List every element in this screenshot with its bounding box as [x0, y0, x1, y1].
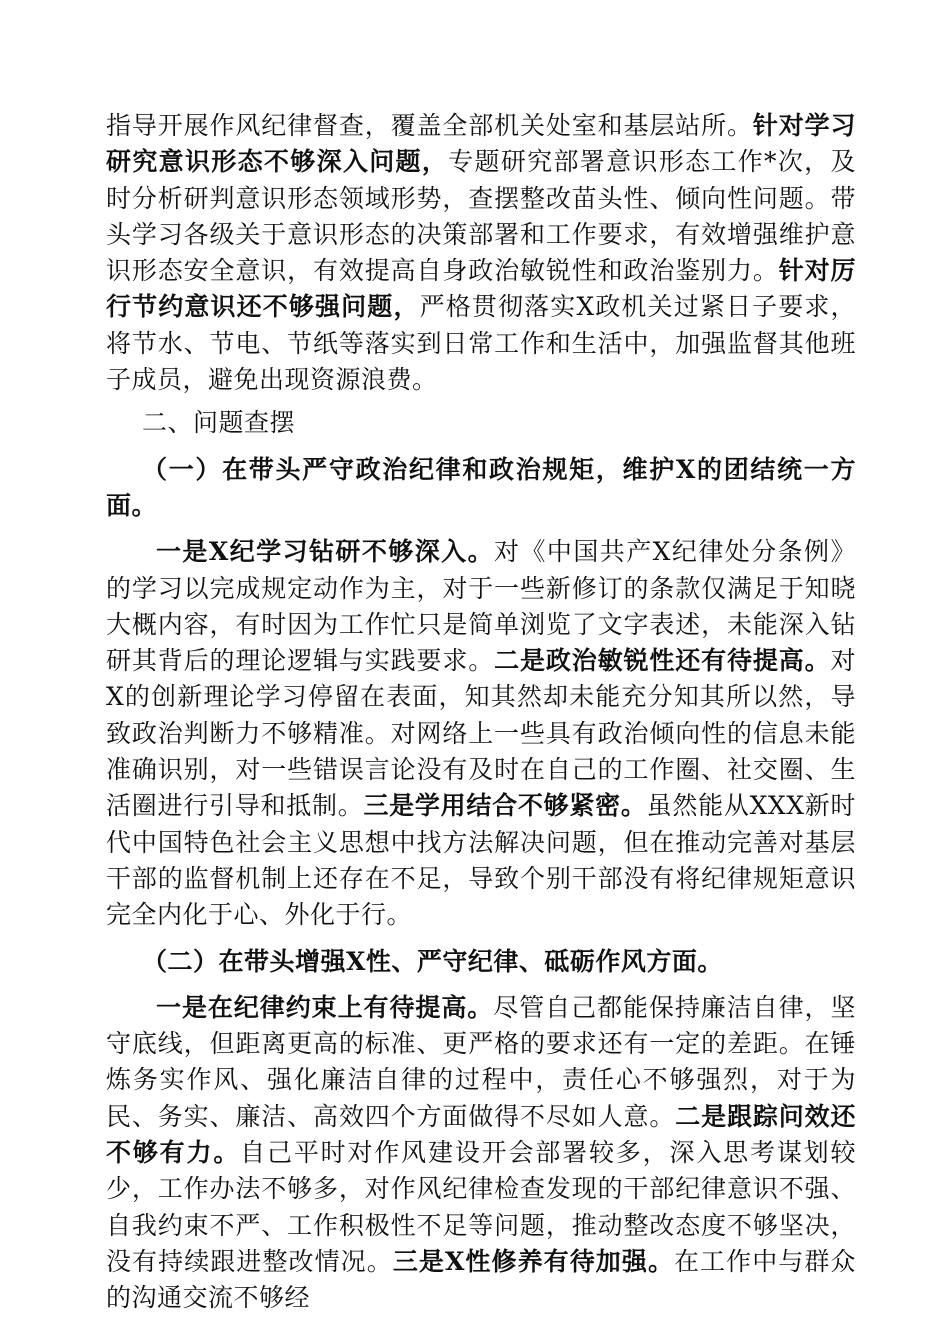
body-text: 对X的创新理论学习停留在表面，知其然却未能充分知其所以然，导致政治判断力不够精准。对网络上一些具有政治倾向性的信息未能准确识别，对一些错误言论没有及时在自己的工作圈、社交圈、生活圈进行引导和抵制。	[106, 646, 856, 821]
body-text: 严格贯彻落实X政机关过紧日子要求，将节水、节电、节纸等落实到日常工作和生活中，加强监督其他班子成员，避免出现资源浪费。	[106, 292, 856, 395]
body-text: 专题研究部署意识形态工作*次，及时分析研判意识形态领域形势，查摆整改苗头性、倾向性问题。带头学习各级关于意识形态的决策部署和工作要求，有效增强维护意识形态安全意识，有效提高自身政治敏锐性和政治鉴别力。	[106, 147, 856, 286]
body-text: 虽然能从XXX新时代中国特色社会主义思想中找方法解决问题，但在推动完善对基层干部的监督机制上还存在不足，导致个别干部没有将纪律规矩意识完全内化于心、外化于行。	[106, 791, 856, 930]
bold-lead: 三是X性修养有待加强。	[392, 1246, 675, 1276]
bold-lead: 针对学习研究意识形态不够深入问题，	[106, 111, 856, 177]
subsection-heading-1: （一）在带头严守政治纪律和政治规矩，维护X的团结统一方面。	[106, 454, 856, 520]
paragraph-rectification-measures	[106, 108, 856, 398]
bold-lead: 二是政治敏锐性还有待提高。	[494, 646, 831, 676]
body-text: 自己平时对作风建设开会部署较多，深入思考谋划较少，工作办法不够多，对作风纪律检查发现的干部纪律意识不强、自我约束不严、工作积极性不足等问题，推动整改态度不够坚决，没有持续跟进整改情况。	[106, 1138, 856, 1276]
document-page	[106, 108, 856, 1317]
subsection-heading-2: （二）在带头增强X性、严守纪律、砥砺作风方面。	[142, 946, 723, 976]
bold-lead: 针对厉行节约意识还不够强问题，	[106, 256, 856, 322]
section-heading: 二、问题查摆	[142, 408, 296, 438]
body-text: 在工作中与群众的沟通交流不够经	[106, 1246, 856, 1313]
bold-lead: 一是X纪学习钻研不够深入。	[156, 537, 495, 567]
body-text: 对《中国共产X纪律处分条例》的学习以完成规定动作为主，对于一些新修订的条款仅满足于知晓大概内容，有时因为工作忙只是简单浏览了文字表述，未能深入钻研其背后的理论逻辑与实践要求。	[106, 537, 856, 676]
paragraph-work-style	[106, 990, 856, 1317]
bold-lead: 三是学用结合不够紧密。	[363, 791, 647, 821]
body-text: 尽管自己都能保持廉洁自律，坚守底线，但距离更高的标准、更严格的要求还有一定的差距。在锤炼务实作风、强化廉洁自律的过程中，责任心不够强烈，对于为民、务实、廉洁、高效四个方面做得不尽如人意。	[106, 992, 856, 1131]
bold-lead: 二是跟踪问效还不够有力。	[106, 1101, 856, 1168]
bold-lead: 一是在纪律约束上有待提高。	[156, 992, 494, 1022]
body-text: 指导开展作风纪律督查，覆盖全部机关处室和基层站所。	[106, 111, 753, 140]
paragraph-political-discipline	[106, 534, 856, 933]
